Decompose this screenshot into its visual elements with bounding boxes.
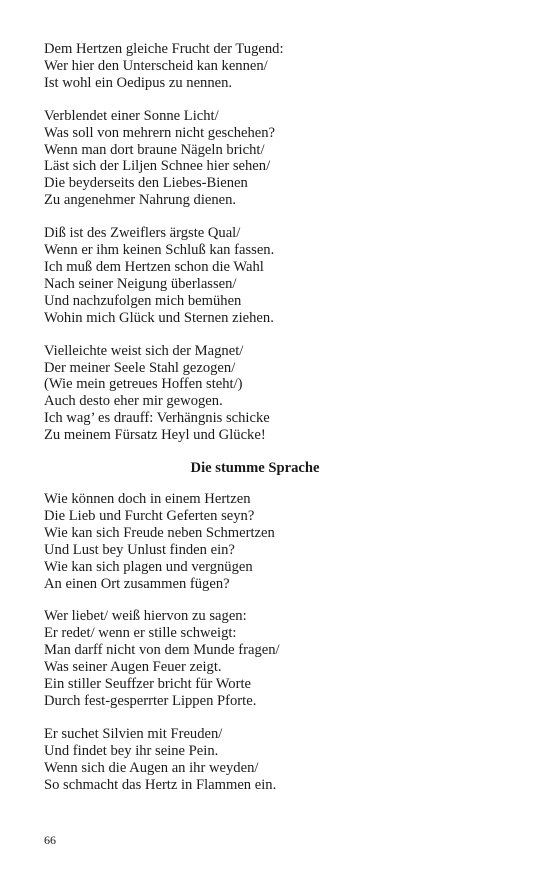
verse-line: Verblendet einer Sonne Licht/ [44,107,219,124]
page-number: 66 [44,833,56,847]
verse-line: Der meiner Seele Stahl gezogen/ [44,359,236,376]
verse-line: Die Lieb und Furcht Geferten seyn? [44,507,255,524]
verse-line: Wer liebet/ weiß hiervon zu sagen: [44,608,247,625]
stanza [44,225,514,326]
verse-line: Vielleichte weist sich der Magnet/ [44,342,244,359]
poem-title: Die stumme Sprache [190,460,320,477]
verse-line: Läst sich der Liljen Schnee hier sehen/ [44,158,271,175]
stanza [44,343,514,444]
verse-line: (Wie mein getreues Hoffen steht/) [44,376,243,393]
stanza [44,726,514,794]
stanza [44,41,514,92]
verse-line: Zu meinem Fürsatz Heyl und Glücke! [44,427,266,444]
verse-line: Wie können doch in einem Hertzen [44,491,251,508]
verse-line: Wenn man dort braune Nägeln bricht/ [44,141,265,158]
verse-line: Die beyderseits den Liebes-Bienen [44,175,248,192]
verse-line: Und Lust bey Unlust finden ein? [44,541,235,558]
verse-line: Wie kan sich plagen und vergnügen [44,558,253,575]
verse-line: Durch fest-gesperrter Lippen Pforte. [44,693,257,709]
verse-line: Ich muß dem Hertzen schon die Wahl [44,258,264,275]
verse-line: Wohin mich Glück und Sternen ziehen. [44,309,274,326]
verse-line: Was soll von mehrern nicht geschehen? [44,124,276,141]
verse-line: Ein stiller Seuffzer bricht für Worte [44,676,251,693]
page-body [44,41,514,810]
verse-line: Ist wohl ein Oedipus zu nennen. [44,74,233,91]
verse-line: Wer hier den Unterscheid kan kennen/ [44,57,268,74]
verse-line: Nach seiner Neigung überlassen/ [44,275,237,292]
verse-line: Diß ist des Zweiflers ärgste Qual/ [44,225,241,242]
verse-line: Auch desto eher mir gewogen. [44,393,223,410]
verse-line: Man darff nicht von dem Munde fragen/ [44,642,280,659]
verse-line: Er suchet Silvien mit Freuden/ [44,725,223,742]
verse-line: Was seiner Augen Feuer zeigt. [44,659,222,676]
verse-line: Er redet/ wenn er stille schweigt: [44,625,237,642]
stanza [44,608,514,709]
verse-line: So schmacht das Hertz in Flammen ein. [44,776,277,793]
verse-line: Ich wag’ es drauff: Verhängnis schicke [44,410,270,427]
verse-line: Dem Hertzen gleiche Frucht der Tugend: [44,41,284,57]
verse-line: An einen Ort zusammen fügen? [44,575,230,592]
verse-line: Wie kan sich Freude neben Schmertzen [44,524,275,541]
stanza [44,491,514,592]
verse-line: Wenn er ihm keinen Schluß kan fassen. [44,242,275,259]
verse-line: Und findet bey ihr seine Pein. [44,742,219,759]
verse-line: Wenn sich die Augen an ihr weyden/ [44,759,259,776]
stanza [44,108,514,209]
verse-line: Und nachzufolgen mich bemühen [44,292,242,309]
verse-line: Zu angenehmer Nahrung dienen. [44,192,237,209]
